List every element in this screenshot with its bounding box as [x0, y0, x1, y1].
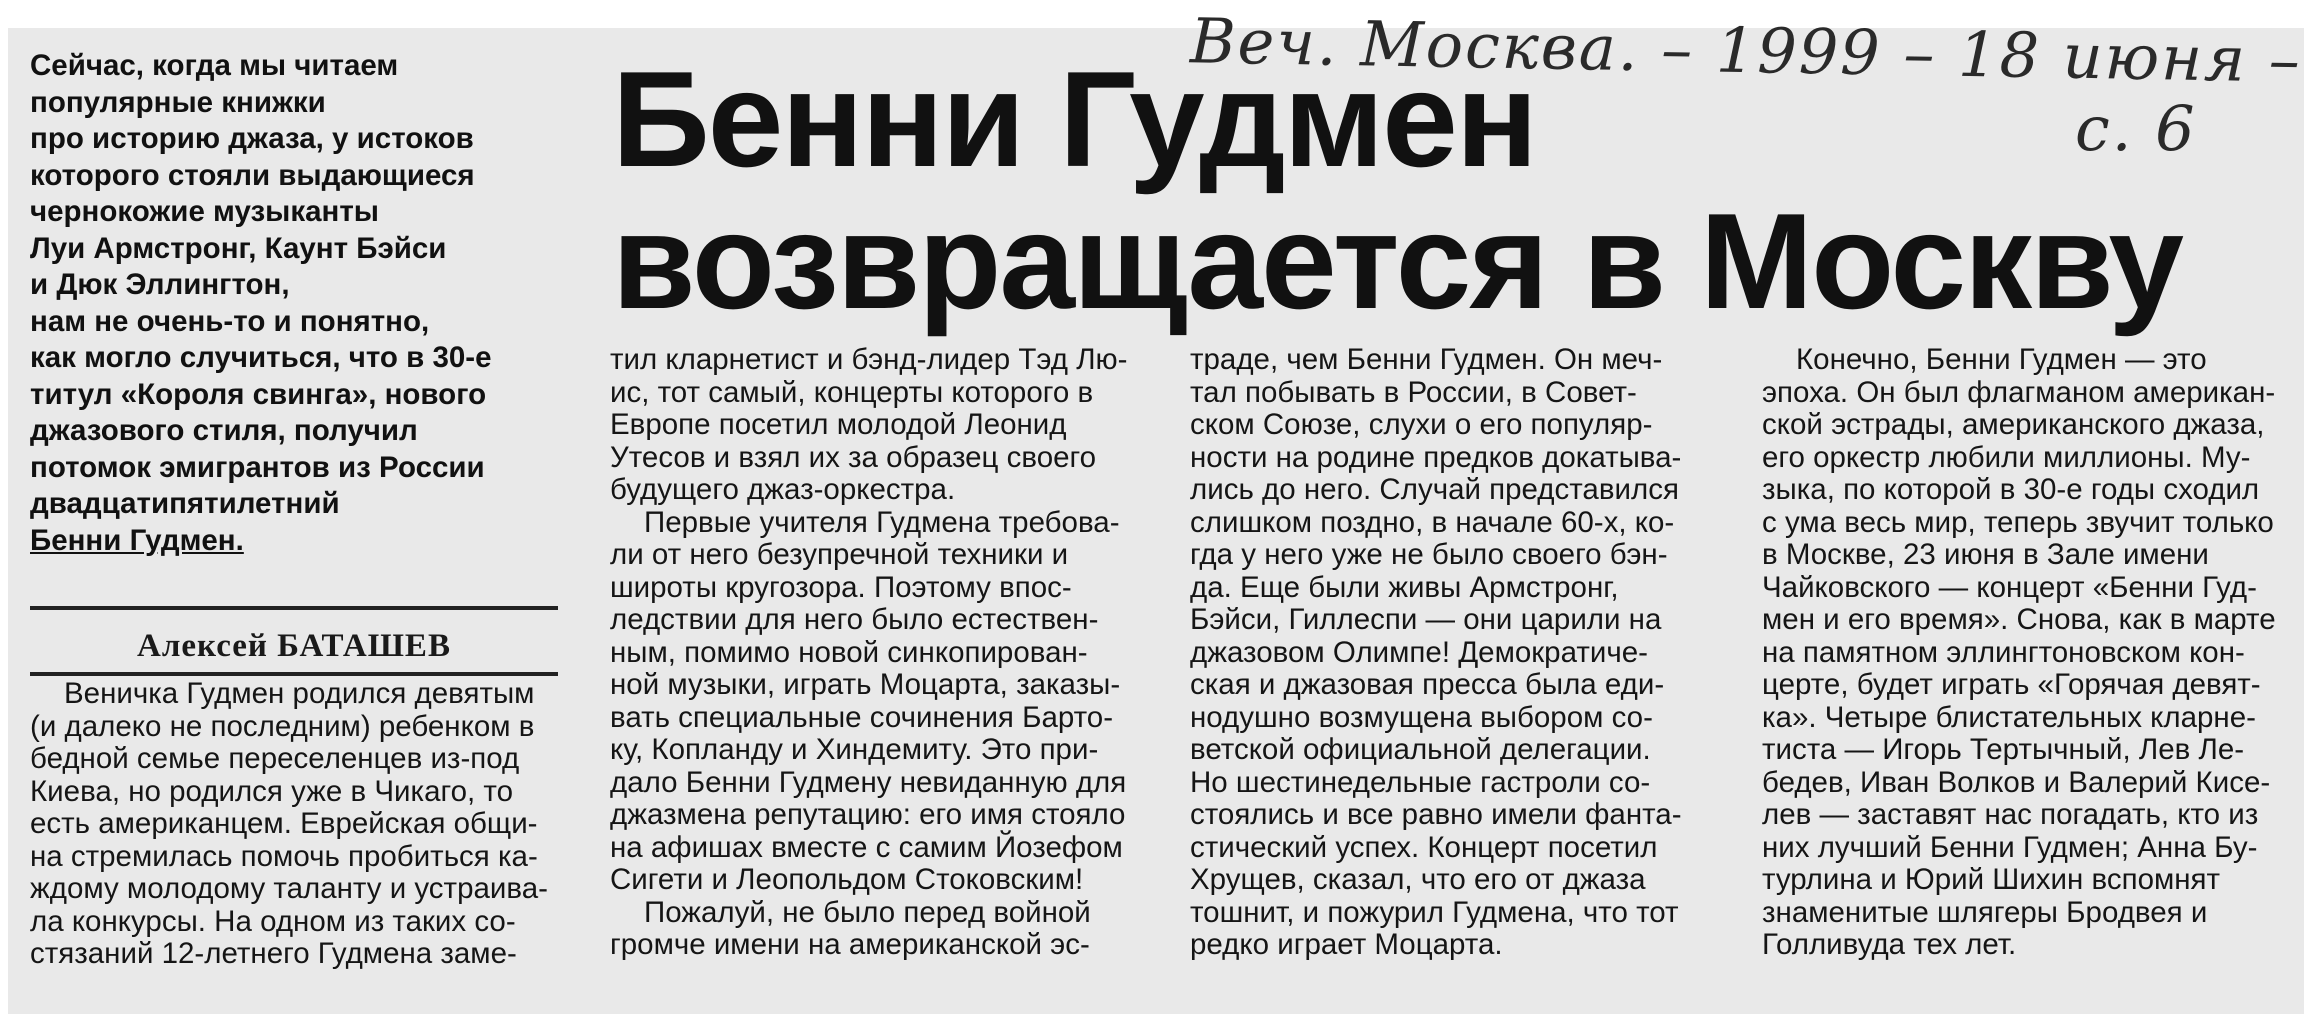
lead-line: джазового стиля, получил	[30, 414, 418, 447]
text-line: ной музыки, играть Моцарта, заказы-	[610, 668, 1121, 701]
text-line: ждому молодому таланту и устраива-	[30, 872, 548, 905]
text-line: джазмена репутацию: его имя стояло	[610, 798, 1126, 831]
text-line: ли от него безупречной техники и	[610, 538, 1069, 571]
text-line: есть американцем. Еврейская общи-	[30, 807, 538, 840]
author-byline: Алексей БАТАШЕВ	[137, 628, 451, 664]
lead-line: Сейчас, когда мы читаем	[30, 49, 399, 82]
text-line: редко играет Моцарта.	[1190, 928, 1503, 961]
lead-line: нам не очень-то и понятно,	[30, 304, 430, 338]
text-line: ку, Копланду и Хиндемиту. Это при-	[610, 733, 1099, 766]
text-line: ская и джазовая пресса была еди-	[1190, 668, 1665, 701]
text-line: Первые учителя Гудмена требова-	[644, 505, 1120, 539]
text-line: ледствии для него было естествен-	[610, 603, 1099, 636]
lead-line: потомок эмигрантов из России	[30, 450, 485, 484]
text-line: траде, чем Бенни Гудмен. Он меч-	[1190, 343, 1663, 376]
text-line: ка». Четыре блистательных кларне-	[1762, 700, 2256, 734]
text-line: в Москве, 23 июня в Зале имени	[1762, 538, 2209, 571]
text-line: тошнит, и пожурил Гудмена, что тот	[1190, 895, 1679, 929]
lead-paragraph	[30, 48, 575, 559]
text-line: (и далеко не последним) ребенком в	[30, 709, 535, 743]
headline-line-2: возвращается в Москву	[612, 185, 2183, 337]
text-line: ности на родине предков докатыва-	[1190, 440, 1682, 474]
text-line: на афишах вместе с самим Йозефом	[610, 830, 1123, 864]
headline	[612, 43, 2252, 337]
text-line: гда у него уже не было своего бэн-	[1190, 538, 1668, 571]
text-line: зыка, по которой в 30-е годы сходил	[1762, 473, 2260, 506]
article-column-1	[30, 678, 570, 971]
lead-line: двадцатипятилетний	[30, 487, 340, 520]
lead-line: чернокожие музыканты	[30, 195, 379, 228]
text-line: мен и его время». Снова, как в марте	[1762, 603, 2276, 636]
text-line: турлина и Юрий Шихин вспомнят	[1762, 863, 2221, 896]
text-line: церте, будет играть «Горячая девят-	[1762, 668, 2261, 701]
text-line: ла конкурсы. На одном из таких со-	[30, 904, 516, 938]
text-line: Веничка Гудмен родился девятым	[64, 677, 535, 710]
text-line: лись до него. Случай представился	[1190, 473, 1679, 506]
text-line: Конечно, Бенни Гудмен — это	[1796, 343, 2207, 376]
text-line: знаменитые шлягеры Бродвея и	[1762, 895, 2208, 929]
text-line: джазовом Олимпе! Демократиче-	[1190, 635, 1648, 669]
headline-line-1: Бенни Гудмен	[612, 43, 1536, 195]
text-line: Утесов и взял их за образец своего	[610, 440, 1097, 474]
handwritten-page-note: с. 6	[2075, 92, 2197, 165]
text-line: на памятном эллингтоновском кон-	[1762, 635, 2245, 669]
article-column-3	[1190, 344, 1720, 962]
text-line: тал побывать в России, в Совет-	[1190, 375, 1637, 409]
lead-line: которого стояли выдающиеся	[30, 158, 475, 192]
text-line: ис, тот самый, концерты которого в	[610, 375, 1094, 409]
text-line: на стремилась помочь пробиться ка-	[30, 839, 538, 873]
text-line: Хрущев, сказал, что его от джаза	[1190, 863, 1646, 896]
text-line: Голливуда тех лет.	[1762, 928, 2017, 961]
lead-line: Луи Армстронг, Каунт Бэйси	[30, 231, 447, 265]
article-column-4	[1762, 344, 2292, 962]
lead-line: как могло случиться, что в 30-е	[30, 341, 492, 374]
text-line: вать специальные сочинения Барто-	[610, 700, 1114, 734]
text-line: громче имени на американской эс-	[610, 928, 1090, 961]
text-line: стический успех. Концерт посетил	[1190, 830, 1658, 864]
text-line: стязаний 12-летнего Гудмена заме-	[30, 937, 517, 970]
lead-line: про историю джаза, у истоков	[30, 122, 474, 155]
text-line: Но шестинедельные гастроли со-	[1190, 765, 1651, 799]
text-line: Бэйси, Гиллеспи — они царили на	[1190, 603, 1662, 636]
text-line: стоялись и все равно имели фанта-	[1190, 798, 1682, 831]
text-line: Европе посетил молодой Леонид	[610, 408, 1067, 441]
article-column-2	[610, 344, 1150, 962]
lead-line: популярные книжки	[30, 85, 326, 119]
text-line: ветской официальной делегации.	[1190, 733, 1651, 766]
text-line: нодушно возмущена выбором со-	[1190, 700, 1653, 734]
text-line: широты кругозора. Поэтому впос-	[610, 570, 1072, 604]
divider-bottom	[30, 672, 558, 676]
text-line: дало Бенни Гудмену невиданную для	[610, 765, 1127, 799]
handwritten-source-note: Веч. Москва. – 1999 – 18 июня –	[1189, 4, 2303, 97]
lead-line: и Дюк Эллингтон,	[30, 268, 290, 301]
text-line: ском Союзе, слухи о его популяр-	[1190, 408, 1653, 441]
text-line: Чайковского — концерт «Бенни Гуд-	[1762, 570, 2257, 604]
text-line: с ума весь мир, теперь звучит только	[1762, 505, 2274, 539]
text-line: тил кларнетист и бэнд-лидер Тэд Лю-	[610, 343, 1128, 376]
text-line: них лучший Бенни Гудмен; Анна Бу-	[1762, 830, 2258, 864]
text-line: да. Еще были живы Армстронг,	[1190, 570, 1619, 604]
text-line: эпоха. Он был флагманом американ-	[1762, 375, 2276, 409]
text-line: Пожалуй, не было перед войной	[644, 895, 1091, 929]
text-line: тиста — Игорь Тертычный, Лев Ле-	[1762, 733, 2245, 766]
lead-line: Бенни Гудмен.	[30, 523, 244, 557]
text-line: слишком поздно, в начале 60-х, ко-	[1190, 505, 1675, 539]
text-line: бедев, Иван Волков и Валерий Кисе-	[1762, 765, 2271, 799]
text-line: Сигети и Леопольдом Стоковским!	[610, 863, 1084, 896]
text-line: ным, помимо новой синкопирован-	[610, 635, 1088, 669]
text-line: бедной семье переселенцев из-под	[30, 742, 520, 775]
text-line: Киева, но родился уже в Чикаго, то	[30, 774, 513, 808]
divider-top	[30, 606, 558, 610]
lead-line: титул «Короля свинга», нового	[30, 377, 487, 411]
text-line: ской эстрады, американского джаза,	[1762, 408, 2265, 441]
text-line: его оркестр любили миллионы. Му-	[1762, 440, 2251, 474]
text-line: лев — заставят нас погадать, кто из	[1762, 798, 2259, 831]
text-line: будущего джаз-оркестра.	[610, 473, 956, 506]
